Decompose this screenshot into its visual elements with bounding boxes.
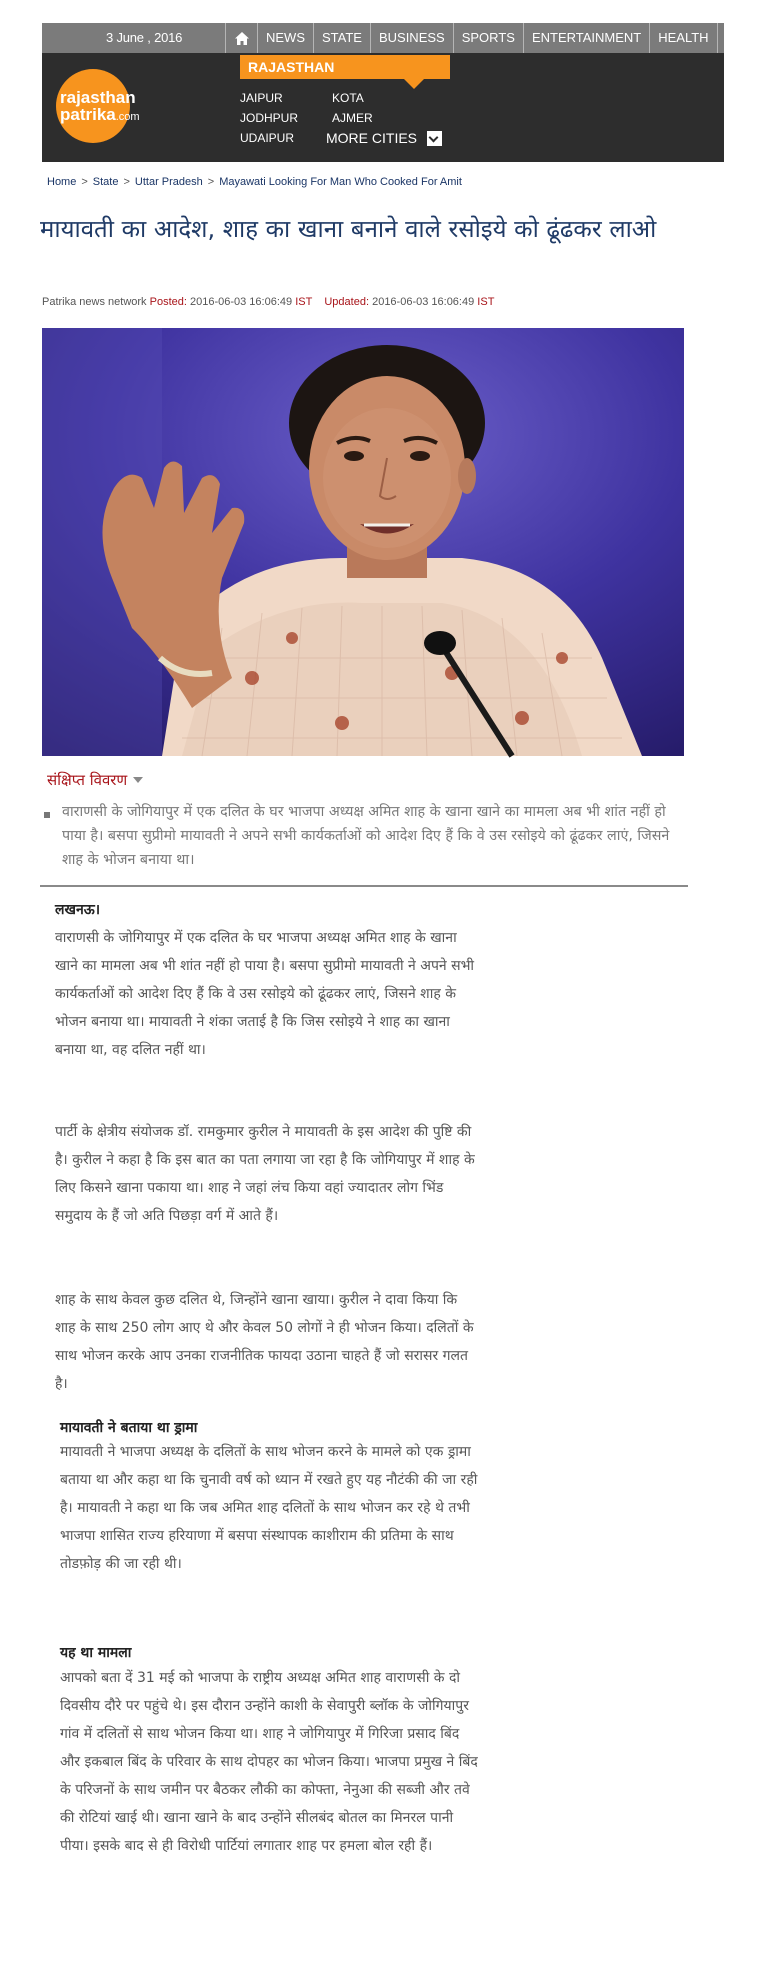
- dateline: लखनऊ।: [55, 902, 101, 918]
- breadcrumb-separator: >: [81, 176, 88, 188]
- article-paragraph-4: मायावती ने भाजपा अध्यक्ष के दलितों के साथ भोजन करने के मामले को एक ड्रामा बताया था और कहा था कि चुनावी वर्ष को ध्यान में रखते हुए यह नौटंकी की जा रही है। मायावती ने कहा था कि जब अमित शाह दलितों के साथ भोजन कर रहे थे तभी भाजपा शासित राज्य हरियाणा में बसपा संस्थापक काशीराम की प्रतिमा के साथ तोडफ़ोड़ की जा रही थी।: [60, 1444, 478, 1572]
- current-date: 3 June , 2016: [106, 30, 183, 45]
- posted-time: 2016-06-03 16:06:49: [189, 296, 293, 308]
- top-bar: [42, 23, 771, 53]
- article-photo-illustration: [42, 328, 684, 756]
- region-label[interactable]: RAJASTHAN: [240, 55, 450, 79]
- city-jodhpur[interactable]: JODHPUR: [240, 111, 299, 125]
- logo-suffix: .com: [115, 111, 140, 123]
- chevron-down-icon: [427, 131, 442, 146]
- nav-state[interactable]: STATE: [313, 23, 370, 53]
- header-bar: [42, 53, 724, 162]
- city-kota[interactable]: KOTA: [332, 91, 364, 105]
- posted-label: Posted:: [149, 296, 187, 308]
- main-nav: [225, 23, 778, 53]
- nav-news[interactable]: NEWS: [257, 23, 313, 53]
- subheading-case: यह था मामला: [60, 1645, 132, 1661]
- breadcrumb-separator: >: [123, 176, 130, 188]
- city-ajmer[interactable]: AJMER: [332, 111, 373, 125]
- city-udaipur[interactable]: UDAIPUR: [240, 131, 295, 145]
- breadcrumb-current[interactable]: Mayawati Looking For Man Who Cooked For Amit: [219, 176, 462, 188]
- article-photo: [42, 328, 684, 756]
- updated-timezone: IST: [477, 296, 495, 308]
- updated-time: 2016-06-03 16:06:49: [372, 296, 475, 308]
- bullet-icon: [44, 812, 50, 818]
- summary-toggle[interactable]: [47, 770, 143, 790]
- article-paragraph-1: वाराणसी के जोगियापुर में एक दलित के घर भाजपा अध्यक्ष अमित शाह के खाना खाने का मामला अब भी शांत नहीं हो पाया है। बसपा सुप्रीमो मायावती ने अपने सभी कार्यकर्ताओं को आदेश दिए हैं कि वे उस रसोइये को ढूंढकर लाएं, जिसने शाह के भोजन बनाया था। मायावती ने शंका जताई है कि जिस रसोइये ने शाह का खाना बनाया था, वह दलित नहीं था।: [55, 930, 475, 1058]
- article-meta: [42, 296, 494, 308]
- breadcrumb-home[interactable]: Home: [47, 176, 77, 188]
- article-title: मायावती का आदेश, शाह का खाना बनाने वाले रसोइये को ढूंढकर लाओ: [40, 215, 657, 243]
- article-paragraph-3: शाह के साथ केवल कुछ दलित थे, जिन्होंने खाना खाया। कुरील ने दावा किया कि शाह के साथ 250 लोग आए थे और केवल 50 लोगों ने ही भोजन किया। दलितों के साथ भोजन करके आप उनका राजनीतिक फायदा उठाना चाहते हैं जो सरासर गलत है।: [55, 1292, 474, 1392]
- divider: [40, 885, 688, 887]
- nav-health[interactable]: HEALTH: [649, 23, 716, 53]
- updated-label: Updated:: [324, 296, 370, 308]
- article-paragraph-5: आपको बता दें 31 मई को भाजपा के राष्ट्रीय अध्यक्ष अमित शाह वाराणसी के दो दिवसीय दौरे पर पहुंचे थे। इस दौरान उन्होंने काशी के सेवापुरी ब्लॉक के जोगियापुर गांव में दलितों से साथ भोजन किया था। शाह ने जोगियापुर में गिरिजा प्रसाद बिंद और इकबाल बिंद के परिवार के साथ दोपहर का भोजन किया। भाजपा प्रमुख ने बिंद के परिजनों के साथ जमीन पर बैठकर लौकी का कोफ्ता, नेनुआ की सब्जी और तवे की रोटियां खाई थी। खाना खाने के बाद उन्होंने सीलबंद बोतल का मिनरल पानी पीया। इसके बाद से ही विरोधी पार्टियां लगातार शाह पर हमला बोल रही हैं।: [60, 1670, 478, 1854]
- posted-timezone: IST: [295, 296, 313, 308]
- home-icon: [235, 32, 249, 45]
- nav-business[interactable]: BUSINESS: [370, 23, 453, 53]
- city-jaipur[interactable]: JAIPUR: [240, 91, 283, 105]
- article-source: Patrika news network: [42, 296, 147, 308]
- caret-down-icon: [133, 777, 143, 783]
- logo-line2: patrika: [60, 105, 116, 124]
- region-pointer: [404, 79, 424, 89]
- subheading-drama: मायावती ने बताया था ड्रामा: [60, 1420, 198, 1436]
- breadcrumb: [47, 176, 462, 188]
- summary-text: वाराणसी के जोगियापुर में एक दलित के घर भाजपा अध्यक्ष अमित शाह के खाना खाने का मामला अब भी शांत नहीं हो पाया है। बसपा सुप्रीमो मायावती ने अपने सभी कार्यकर्ताओं को आदेश दिए हैं कि वे उस रसोइये को ढूंढकर लाएं, जिसने शाह के भोजन बनाया था।: [62, 804, 670, 868]
- logo-line1: rajasthan: [60, 88, 136, 107]
- breadcrumb-uttar-pradesh[interactable]: Uttar Pradesh: [134, 176, 203, 188]
- site-logo-text[interactable]: [60, 89, 140, 126]
- nav-astro[interactable]: ASTRO: [717, 23, 778, 53]
- summary-heading: संक्षिप्त विवरण: [47, 771, 128, 789]
- breadcrumb-separator: >: [207, 176, 215, 188]
- more-cities-button[interactable]: [326, 130, 442, 146]
- breadcrumb-state[interactable]: State: [92, 176, 119, 188]
- nav-sports[interactable]: SPORTS: [453, 23, 523, 53]
- home-button[interactable]: [225, 23, 257, 53]
- nav-entertainment[interactable]: ENTERTAINMENT: [523, 23, 649, 53]
- article-paragraph-2: पार्टी के क्षेत्रीय संयोजक डॉ. रामकुमार कुरील ने मायावती के इस आदेश की पुष्टि की है। कुरील ने कहा है कि इस बात का पता लगाया जा रहा है कि जोगियापुर में शाह के लिए किसने खाना पकाया था। शाह ने जहां लंच किया वहां ज्यादातर लोग भिंड समुदाय के हैं जो अति पिछड़ा वर्ग में आते हैं।: [55, 1124, 475, 1224]
- more-cities-label: MORE CITIES: [326, 130, 418, 146]
